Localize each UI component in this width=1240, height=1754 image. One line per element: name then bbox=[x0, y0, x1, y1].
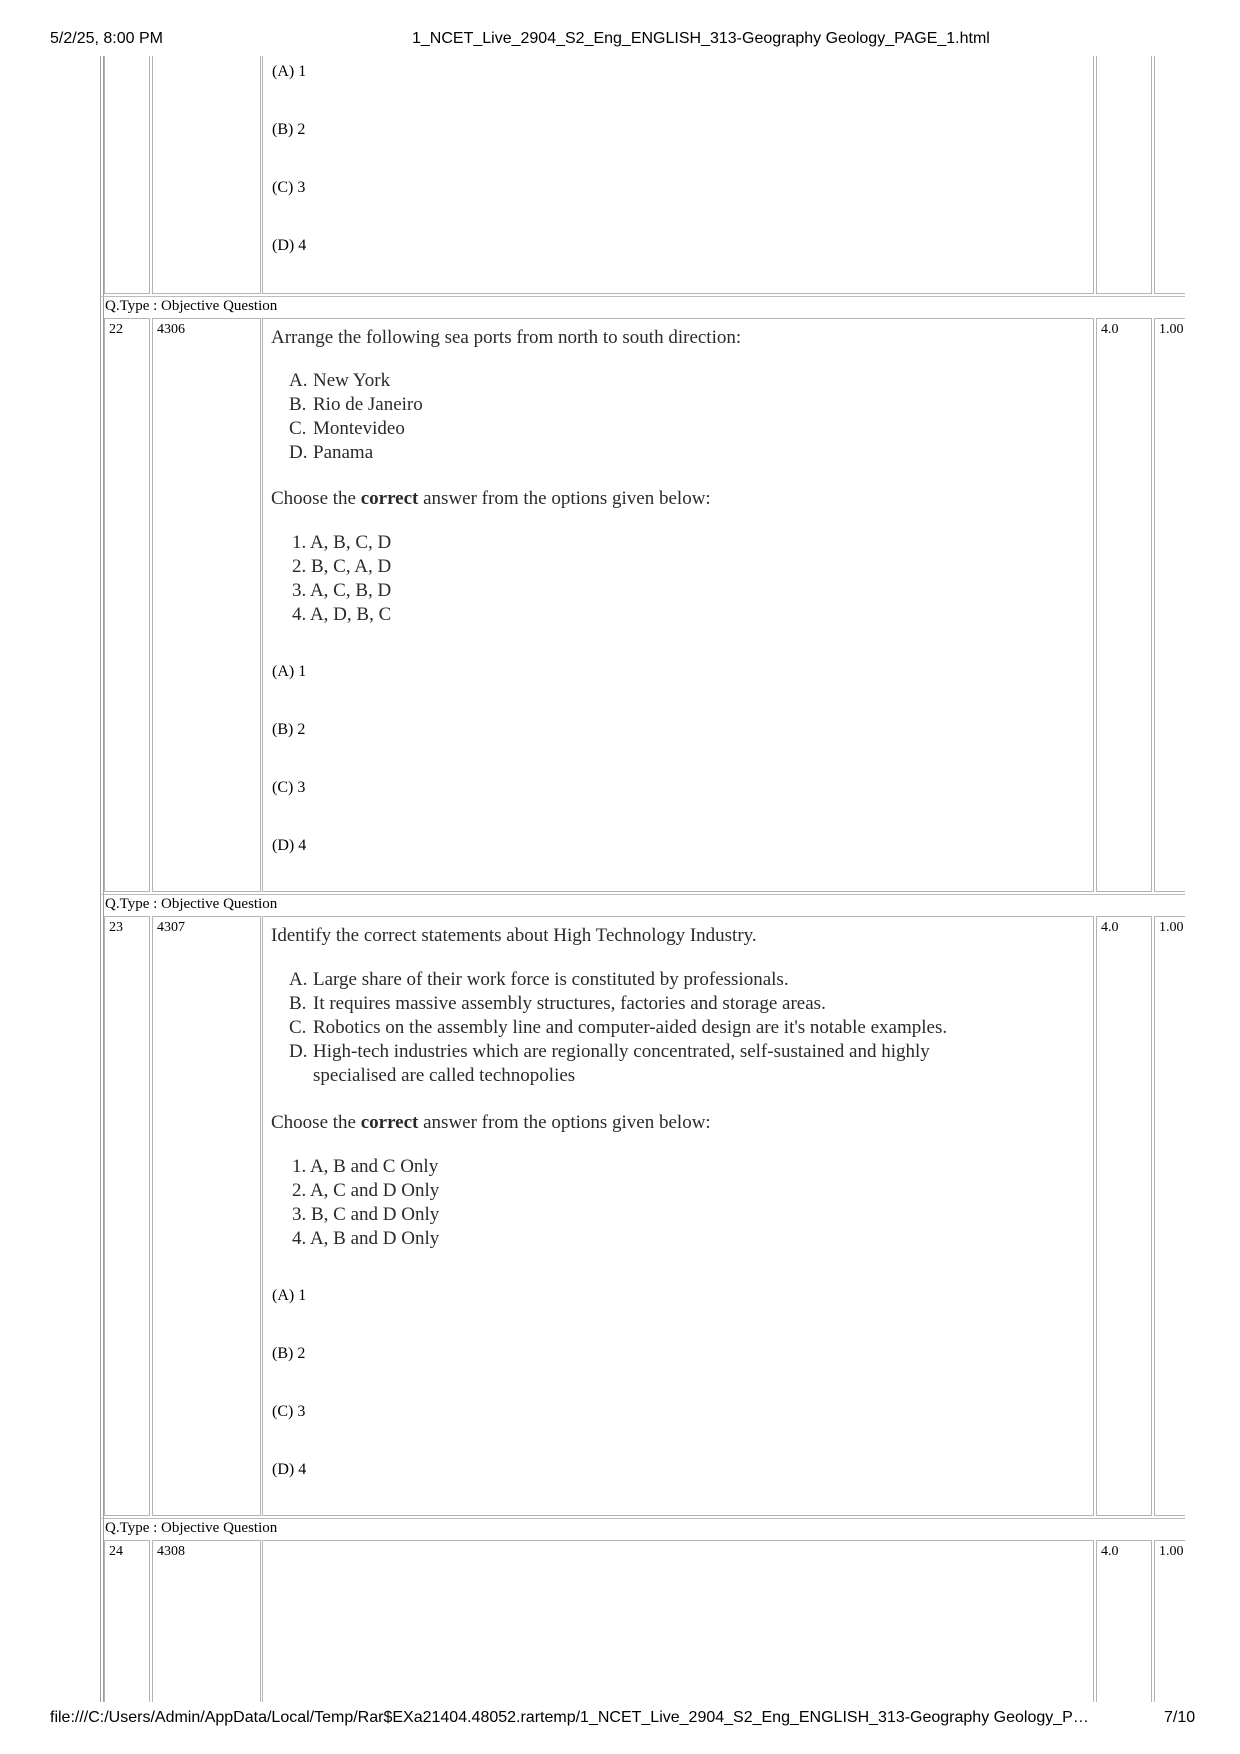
q23-num-cell bbox=[104, 916, 150, 1516]
q22-marks-cell bbox=[1096, 318, 1152, 892]
statement-a: A. New York bbox=[289, 370, 391, 391]
negative-marks-value: 1.00 bbox=[1159, 920, 1184, 935]
q24-num-cell bbox=[104, 1540, 150, 1702]
q21-id-cell bbox=[152, 56, 261, 294]
question-table bbox=[100, 56, 1185, 1702]
choice-1: 1. A, B and C Only bbox=[292, 1156, 439, 1177]
choice-4: 4. A, B and D Only bbox=[292, 1228, 440, 1249]
q23-neg-cell bbox=[1154, 916, 1185, 1516]
q22-neg-cell bbox=[1154, 318, 1185, 892]
negative-marks-value: 1.00 bbox=[1159, 1544, 1184, 1559]
q21-marks-cell bbox=[1096, 56, 1152, 294]
option-c: (C) 3 bbox=[272, 779, 306, 796]
qtype-label: Q.Type : Objective Question bbox=[105, 1520, 278, 1536]
question-number: 24 bbox=[109, 1544, 123, 1559]
q21-num-cell bbox=[104, 56, 150, 294]
q24-neg-cell bbox=[1154, 1540, 1185, 1702]
option-a: (A) 1 bbox=[272, 1287, 307, 1304]
q21-neg-cell bbox=[1154, 56, 1185, 294]
statement-b: B. Rio de Janeiro bbox=[289, 394, 423, 415]
question-id: 4306 bbox=[157, 322, 185, 337]
statement-d-continued: specialised are called technopolies bbox=[313, 1065, 576, 1086]
print-page-number: 7/10 bbox=[1164, 1709, 1196, 1726]
option-a: (A) 1 bbox=[272, 663, 307, 680]
choice-3: 3. A, C, B, D bbox=[292, 580, 392, 601]
statement-d: D. High-tech industries which are regionally concentrated, self-sustained and highly bbox=[289, 1041, 930, 1062]
choice-4: 4. A, D, B, C bbox=[292, 604, 392, 625]
question-number: 22 bbox=[109, 322, 123, 337]
choice-2: 2. B, C, A, D bbox=[292, 556, 392, 577]
q22-body-cell bbox=[262, 318, 1094, 892]
q21-option-d: (D) 4 bbox=[272, 237, 307, 254]
print-page-title: 1_NCET_Live_2904_S2_Eng_ENGLISH_313-Geography Geology_PAGE_1.html bbox=[412, 30, 990, 47]
question-id: 4307 bbox=[157, 920, 185, 935]
q24-body-cell bbox=[262, 1540, 1094, 1702]
choose-instruction: Choose the correct answer from the options given below: bbox=[271, 488, 711, 509]
option-d: (D) 4 bbox=[272, 1461, 307, 1478]
option-c: (C) 3 bbox=[272, 1403, 306, 1420]
q22-id-cell bbox=[152, 318, 261, 892]
option-d: (D) 4 bbox=[272, 837, 307, 854]
choice-2: 2. A, C and D Only bbox=[292, 1180, 440, 1201]
qtype-label: Q.Type : Objective Question bbox=[105, 298, 278, 314]
q23-id-cell bbox=[152, 916, 261, 1516]
q21-body-cell bbox=[262, 56, 1094, 294]
question-text: Arrange the following sea ports from north to south direction: bbox=[271, 327, 742, 348]
q24-id-cell bbox=[152, 1540, 261, 1702]
qtype-row-22 bbox=[100, 296, 1185, 316]
marks-value: 4.0 bbox=[1101, 1544, 1119, 1559]
q21-option-b: (B) 2 bbox=[272, 121, 306, 138]
q22-num-cell bbox=[104, 318, 150, 892]
choice-3: 3. B, C and D Only bbox=[292, 1204, 440, 1225]
statement-c: C. Robotics on the assembly line and computer-aided design are it's notable examples. bbox=[289, 1017, 948, 1038]
negative-marks-value: 1.00 bbox=[1159, 322, 1184, 337]
q21-option-a: (A) 1 bbox=[272, 63, 307, 80]
statement-a: A. Large share of their work force is constituted by professionals. bbox=[289, 969, 789, 990]
question-number: 23 bbox=[109, 920, 123, 935]
option-b: (B) 2 bbox=[272, 1345, 306, 1362]
print-file-url: file:///C:/Users/Admin/AppData/Local/Temp/Rar$EXa21404.48052.rartemp/1_NCET_Live_2904_S2_Eng_ENGLISH_313-Geography Geology_P… bbox=[50, 1709, 1089, 1726]
question-text: Identify the correct statements about High Technology Industry. bbox=[271, 925, 757, 946]
qtype-row-24 bbox=[100, 1518, 1185, 1538]
qtype-label: Q.Type : Objective Question bbox=[105, 896, 278, 912]
marks-value: 4.0 bbox=[1101, 322, 1119, 337]
choose-instruction: Choose the correct answer from the options given below: bbox=[271, 1112, 711, 1133]
option-b: (B) 2 bbox=[272, 721, 306, 738]
statement-c: C. Montevideo bbox=[289, 418, 405, 439]
statement-d: D. Panama bbox=[289, 442, 374, 463]
marks-value: 4.0 bbox=[1101, 920, 1119, 935]
qtype-row-23 bbox=[100, 894, 1185, 914]
q21-option-c: (C) 3 bbox=[272, 179, 306, 196]
question-id: 4308 bbox=[157, 1544, 185, 1559]
statement-b: B. It requires massive assembly structures, factories and storage areas. bbox=[289, 993, 826, 1014]
q24-marks-cell bbox=[1096, 1540, 1152, 1702]
q23-marks-cell bbox=[1096, 916, 1152, 1516]
choice-1: 1. A, B, C, D bbox=[292, 532, 392, 553]
print-datetime: 5/2/25, 8:00 PM bbox=[50, 30, 163, 47]
q23-body-cell bbox=[262, 916, 1094, 1516]
